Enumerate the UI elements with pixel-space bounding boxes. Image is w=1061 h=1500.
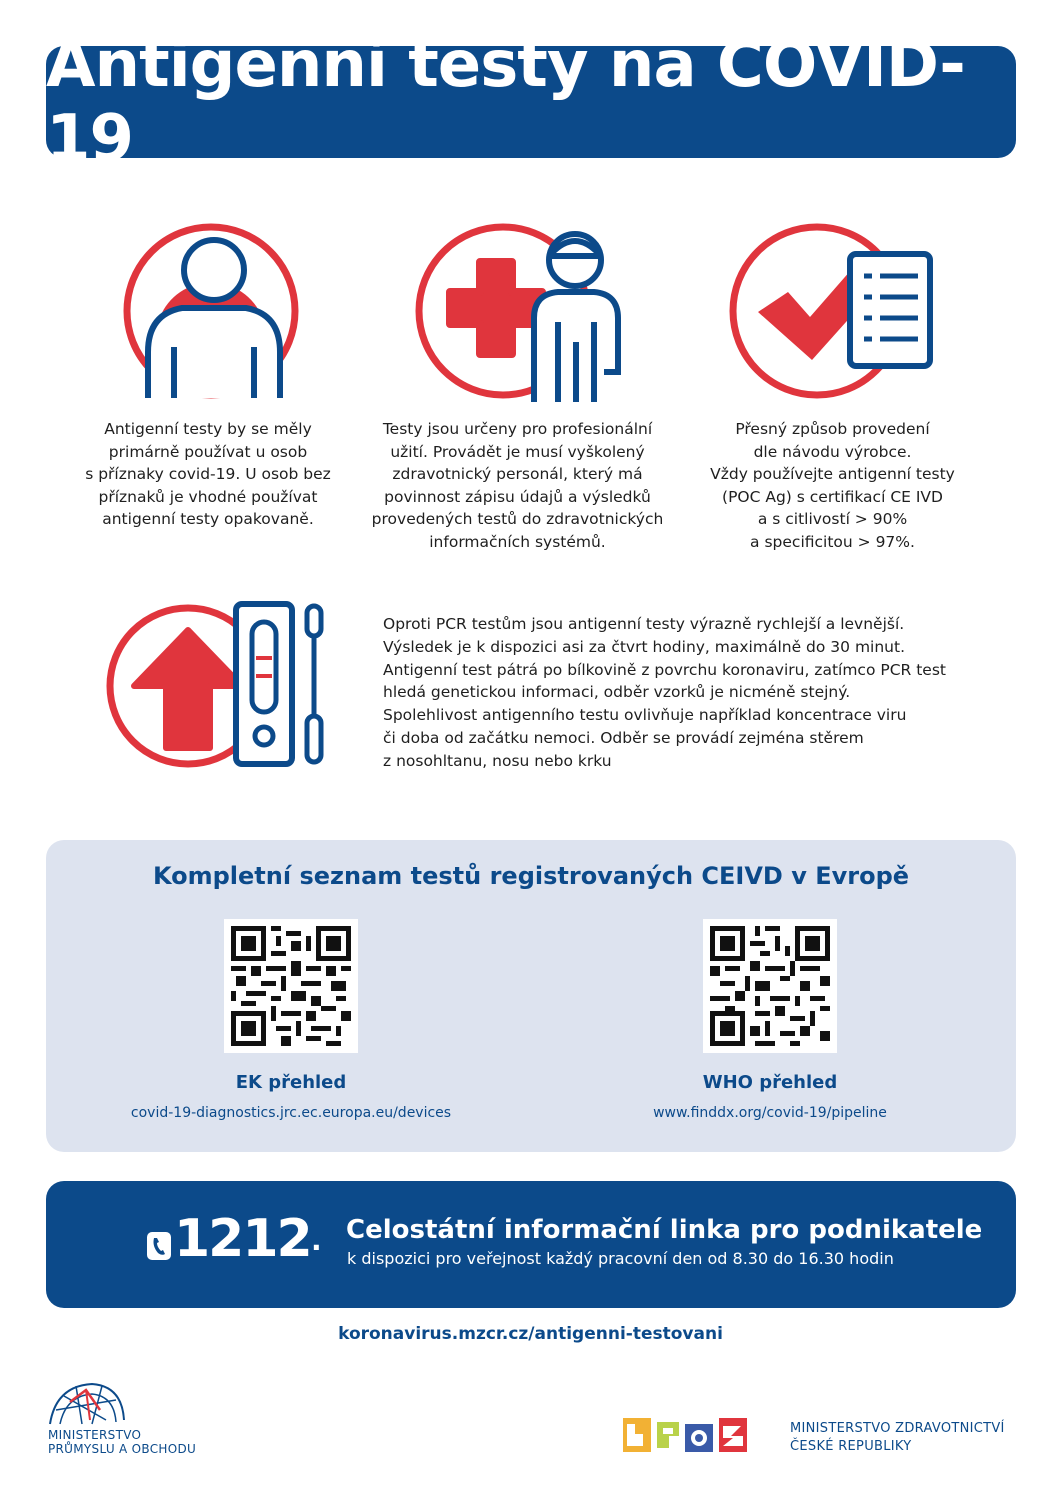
- text-line: s příznaky covid-19. U osob bez: [85, 465, 331, 483]
- hotline-banner: [46, 1181, 1016, 1308]
- mpo-globe-logo: [46, 1380, 126, 1426]
- column-text-symptoms: [70, 418, 346, 531]
- who-qr-code[interactable]: [703, 919, 837, 1053]
- text-line: Výsledek je k dispozici asi za čtvrt hodiny, maximálně do 30 minut.: [383, 637, 906, 656]
- text-line: zdravotnický personál, který má: [392, 465, 643, 483]
- qr-code-icon: [710, 926, 830, 1046]
- text-line: informačních systémů.: [429, 532, 606, 551]
- pcr-comparison-text: [383, 613, 983, 773]
- text-line: a s citlivostí > 90%: [757, 510, 908, 528]
- qr-code-icon: [231, 926, 351, 1046]
- checklist-icon: [728, 222, 938, 400]
- page-title: Antigenní testy na COVID-19: [46, 28, 965, 176]
- website-link[interactable]: koronavirus.mzcr.cz/antigenni-testovani: [338, 1324, 723, 1344]
- ek-label: EK přehled: [235, 1072, 347, 1093]
- phone-icon: [146, 1231, 172, 1261]
- hotline-number[interactable]: 1212: [174, 1209, 311, 1269]
- text-line: povinnost zápisu údajů a výsledků: [384, 487, 651, 506]
- text-line: provedených testů do zdravotnických: [371, 510, 664, 528]
- logo-line: PRŮMYSLU A OBCHODU: [48, 1442, 197, 1456]
- text-line: příznaků je vhodné používat: [98, 487, 318, 506]
- text-line: či doba od začátku nemoci. Odběr se provádí zejména stěrem: [383, 728, 864, 747]
- logo-line: MINISTERSTVO: [48, 1428, 142, 1442]
- text-line: Vždy používejte antigenní testy: [710, 465, 955, 483]
- who-url-link[interactable]: www.finddx.org/covid-19/pipeline: [653, 1105, 887, 1121]
- text-line: Spolehlivost antigenního testu ovlivňuje například koncentrace viru: [383, 706, 907, 725]
- hotline-separator: ·: [311, 1231, 322, 1264]
- text-line: hledá genetickou informaci, odběr vzorků je nicméně stejný.: [383, 683, 851, 702]
- text-line: užití. Provádět je musí vyškolený: [390, 442, 645, 461]
- text-line: Antigenní test pátrá po bílkovině z povrchu koronaviru, zatímco PCR test: [383, 660, 946, 679]
- test-kit-icon: [104, 600, 328, 770]
- text-line: a specificitou > 97%.: [750, 532, 915, 551]
- hotline-subtitle: k dispozici pro veřejnost každý pracovní den od 8.30 do 16.30 hodin: [347, 1249, 894, 1268]
- text-line: Testy jsou určeny pro profesionální: [382, 420, 653, 438]
- ek-url-link[interactable]: covid-19-diagnostics.jrc.ec.europa.eu/devices: [130, 1105, 452, 1121]
- text-line: Oproti PCR testům jsou antigenní testy výrazně rychlejší a levnější.: [383, 615, 905, 633]
- text-line: primárně používat u osob: [108, 442, 308, 461]
- mpo-logo-text: [48, 1428, 196, 1456]
- medical-staff-icon: [412, 222, 632, 404]
- text-line: Přesný způsob provedení: [735, 420, 930, 438]
- text-line: z nosohltanu, nosu nebo krku: [383, 751, 612, 770]
- logo-line: ČESKÉ REPUBLIKY: [790, 1439, 912, 1454]
- text-line: (POC Ag) s certifikací CE IVD: [722, 487, 943, 506]
- column-text-procedure: [690, 418, 975, 553]
- ceivd-list-box: [46, 840, 1016, 1152]
- mz-color-logo: [623, 1418, 775, 1452]
- text-line: antigenní testy opakovaně.: [102, 510, 314, 528]
- column-text-professional: [355, 418, 680, 553]
- ek-qr-code[interactable]: [224, 919, 358, 1053]
- hotline-title: Celostátní informační linka pro podnikatele: [346, 1215, 983, 1245]
- person-icon: [122, 222, 300, 400]
- ceivd-title: Kompletní seznam testů registrovaných CEIVD v Evropě: [152, 862, 910, 890]
- title-banner: [46, 28, 1016, 176]
- text-line: Antigenní testy by se měly: [104, 420, 312, 438]
- who-label: WHO přehled: [702, 1072, 838, 1093]
- mz-logo-text: [790, 1420, 1005, 1456]
- logo-line: MINISTERSTVO ZDRAVOTNICTVÍ: [790, 1421, 1005, 1436]
- text-line: dle návodu výrobce.: [753, 442, 912, 461]
